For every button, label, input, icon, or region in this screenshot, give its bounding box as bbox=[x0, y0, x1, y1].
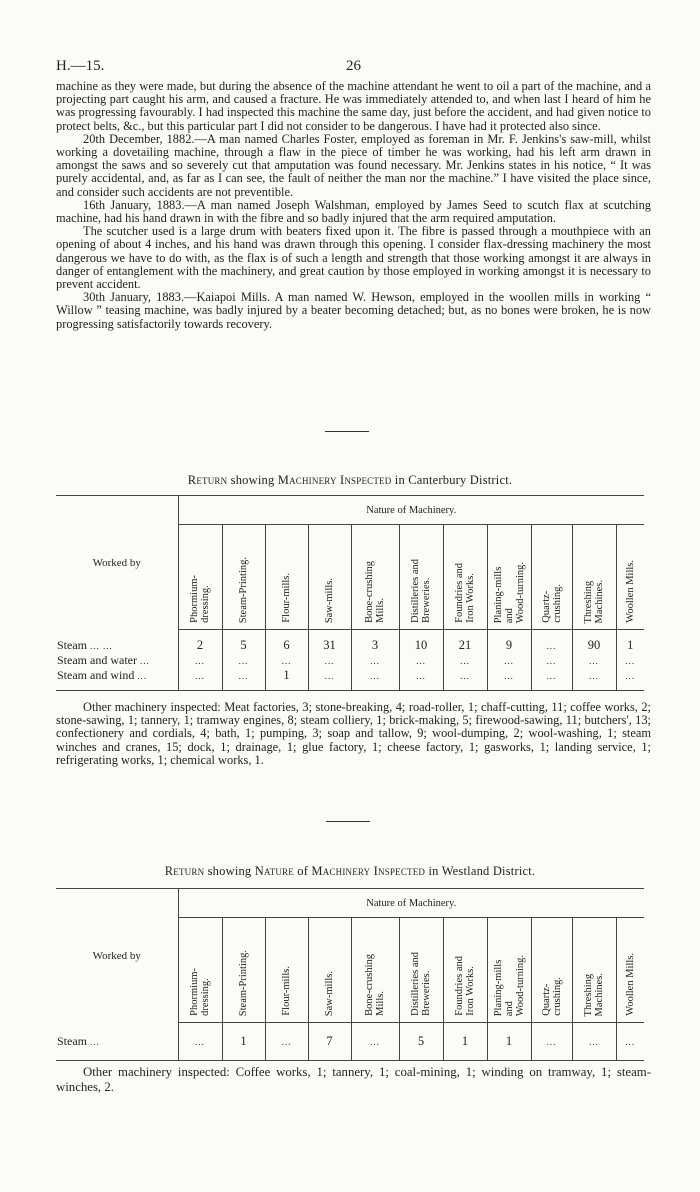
westland-other-machinery bbox=[56, 1065, 651, 1095]
page-number: 26 bbox=[346, 58, 361, 74]
title-word: Nature bbox=[254, 864, 294, 878]
paragraph: 20th December, 1882.—A man named Charles Foster, employed as foreman in Mr. F. Jenkins's saw-mill, whilst working a dovetailing machine, through a flaw in the piece of timber he was working, had his left arm drawn in amongst the saws and so severely cut that amputation was found necessary. Mr. Jenkins states in his notice, “ It was purely accidental, and, as far as I can see, the fault of neither the man nor the machine.” I have visited the place since, and consider such accidents are not preventible. bbox=[56, 131, 651, 199]
column-header: Threshing Machines. bbox=[583, 972, 605, 1016]
column-header: Planing-mills and Wood-turning. bbox=[492, 954, 526, 1016]
table-cell: ... bbox=[222, 653, 265, 668]
report-code: H.—15. bbox=[56, 58, 105, 74]
paragraph: 16th January, 1883.—A man named Joseph Walshman, employed by James Seed to scutch flax at scutching machine, had his hand drawn in with the fibre and so badly injured that the arm required amputation. bbox=[56, 197, 651, 226]
nature-header: Nature of Machinery. bbox=[178, 496, 644, 525]
leader-dots: ... bbox=[137, 671, 148, 682]
table-cell: ... bbox=[531, 668, 572, 690]
table-cell: 1 bbox=[487, 1023, 531, 1061]
table-row bbox=[56, 653, 644, 668]
column-header: Flour-mills. bbox=[281, 573, 292, 623]
leader-dots: ... bbox=[139, 656, 150, 666]
table-cell: 3 bbox=[351, 630, 399, 654]
table-cell: ... bbox=[308, 668, 351, 690]
column-header: Quartz- crushing. bbox=[540, 977, 563, 1016]
table-cell: ... bbox=[265, 1023, 308, 1061]
row-label: Steam and wind bbox=[57, 668, 135, 683]
table-cell: ... bbox=[195, 655, 205, 666]
column-header: Steam-Printing. bbox=[238, 556, 249, 623]
table-cell: ... bbox=[351, 653, 399, 668]
column-header: Woollen Mills. bbox=[624, 953, 636, 1016]
table-cell: ... bbox=[399, 668, 443, 690]
canterbury-table-title bbox=[0, 473, 700, 488]
table-cell: 1 bbox=[443, 1023, 487, 1061]
table-cell: ... bbox=[222, 668, 265, 690]
table-row bbox=[56, 630, 644, 654]
table-cell: 5 bbox=[222, 630, 265, 654]
table-cell: ... bbox=[178, 1023, 222, 1061]
table-cell: 7 bbox=[308, 1023, 351, 1061]
other-machinery-text: Other machinery inspected: Coffee works, 1; tannery, 1; coal-mining, 1; winding on tramway, 1; steam-winches, 2. bbox=[56, 1065, 651, 1094]
row-label: Steam and water bbox=[57, 653, 137, 667]
canterbury-other-machinery bbox=[56, 701, 651, 767]
column-header: Flour-mills. bbox=[281, 966, 292, 1016]
table-cell: ... bbox=[308, 653, 351, 668]
table-cell: ... bbox=[265, 653, 308, 668]
title-word: showing bbox=[204, 864, 255, 878]
table-row bbox=[56, 1023, 644, 1061]
table-cell: ... bbox=[531, 630, 572, 654]
section-divider bbox=[325, 431, 369, 432]
column-header: Saw-mills. bbox=[324, 577, 335, 623]
column-header: Phormium- dressing. bbox=[189, 575, 211, 623]
column-header: Foundries and Iron Works. bbox=[454, 956, 476, 1016]
westland-table-title bbox=[0, 864, 700, 879]
canterbury-machinery-table bbox=[56, 495, 644, 691]
table-cell: ... bbox=[572, 1023, 616, 1061]
table-cell: ... bbox=[531, 1023, 572, 1061]
table-cell: 1 bbox=[222, 1023, 265, 1061]
table-cell: 21 bbox=[443, 630, 487, 654]
worked-by-header: Worked by bbox=[56, 496, 178, 630]
table-cell: ... bbox=[616, 668, 644, 690]
title-word: Return bbox=[187, 473, 228, 487]
accident-report-text bbox=[56, 80, 651, 331]
table-cell: 6 bbox=[265, 630, 308, 654]
table-cell: ... bbox=[531, 653, 572, 668]
column-header: Saw-mills. bbox=[324, 970, 335, 1016]
table-cell: 10 bbox=[399, 630, 443, 654]
table-cell: ... bbox=[616, 653, 644, 668]
title-word: Return bbox=[164, 864, 205, 878]
table-cell: ... bbox=[443, 653, 487, 668]
column-header: Planing-mills and Wood-turning. bbox=[492, 561, 526, 623]
table-cell: 5 bbox=[399, 1023, 443, 1061]
table-cell: ... bbox=[351, 1023, 399, 1061]
table-cell: 9 bbox=[487, 630, 531, 654]
table-cell: 90 bbox=[572, 630, 616, 654]
leader-dots: ... bbox=[90, 1036, 100, 1047]
column-header: Phormium- dressing. bbox=[189, 968, 211, 1016]
column-header: Threshing Machines. bbox=[583, 579, 605, 623]
table-cell: ... bbox=[487, 668, 531, 690]
title-word: showing bbox=[227, 473, 278, 487]
table-row bbox=[56, 668, 644, 690]
other-machinery-text: Other machinery inspected: Meat factories, 3; stone-breaking, 4; road-roller, 1; chaff-cutting, 11; coffee works, 2; stone-sawing, 1; tannery, 1; tramway engines, 8; steam colliery, 1; brick-making, 5; firewood-sawing, 11; butchers', 13; confectionery and cordials, 4; bath, 1; pumping, 3; soap and tallow, 9; wool-dumping, 2; wool-washing, 1; steam winches and cranes, 15; dock, 1; drainage, 1; glue factory, 1; cheese factory, 1; gasworks, 1; landing service, 1; refrigerating works, 1; chemical works, 1. bbox=[56, 700, 651, 767]
paragraph: 30th January, 1883.—Kaiapoi Mills. A man named W. Hewson, employed in the woollen mills in working “ Willow ” teasing machine, was badly injured by a beater becoming detached; but, as no bones were broken, he is now progressing satisfactorily towards recovery. bbox=[56, 290, 651, 331]
row-label: Steam bbox=[57, 1033, 87, 1048]
table-cell: ... bbox=[178, 668, 222, 690]
table-cell: 1 bbox=[265, 668, 308, 690]
table-cell: ... bbox=[351, 668, 399, 690]
column-header: Distilleries and Breweries. bbox=[410, 559, 432, 623]
nature-header: Nature of Machinery. bbox=[178, 889, 644, 918]
column-header: Foundries and Iron Works. bbox=[454, 563, 476, 623]
table-cell: ... bbox=[572, 653, 616, 668]
column-header: Bone-crushing Mills. bbox=[364, 954, 386, 1016]
column-header: Steam-Printing. bbox=[238, 949, 249, 1016]
table-cell: ... bbox=[616, 1023, 644, 1061]
table-cell: ... bbox=[487, 653, 531, 668]
table-cell: 1 bbox=[616, 630, 644, 654]
table-cell: ... bbox=[399, 653, 443, 668]
paragraph: The scutcher used is a large drum with beaters fixed upon it. The fibre is passed through a mouthpiece with an opening of about 4 inches, and his hand was drawn through this opening. I consider flax-dressing machinery the most dangerous we have to do with, as the flax is of such a length and strength that those working amongst it are always in danger of entanglement with the machinery, and great caution by those employed in working amongst it is necessary to prevent accident. bbox=[56, 224, 651, 292]
title-word: Machinery Inspected bbox=[311, 864, 426, 878]
title-word: of bbox=[293, 864, 312, 878]
column-header: Distilleries and Breweries. bbox=[410, 952, 432, 1016]
paragraph: machine as they were made, but during the absence of the machine attendant he went to oil a part of the machine, and a projecting part caught his arm, and caused a fracture. He was immediately attended to, and when last I heard of him he was progressing favourably. I had inspected this machine the same day, just before the accident, and had given notice to protect belts, &c., but this particular part I did not consider to be dangerous. I have had it protected also since. bbox=[56, 79, 651, 133]
row-label: Steam bbox=[57, 637, 87, 652]
table-cell: 2 bbox=[196, 638, 204, 652]
table-cell: ... bbox=[443, 668, 487, 690]
table-cell: 31 bbox=[308, 630, 351, 654]
westland-machinery-table bbox=[56, 888, 644, 1061]
title-word: Machinery Inspected bbox=[277, 473, 392, 487]
leader-dots: ... ... bbox=[90, 640, 113, 651]
column-header: Bone-crushing Mills. bbox=[364, 561, 386, 623]
column-header: Quartz- crushing. bbox=[540, 584, 563, 623]
section-divider bbox=[326, 821, 370, 822]
worked-by-header: Worked by bbox=[56, 889, 178, 1023]
column-header: Woollen Mills. bbox=[624, 560, 636, 623]
table-cell: ... bbox=[572, 668, 616, 690]
title-word: in Westland District. bbox=[425, 864, 536, 878]
page-header bbox=[56, 58, 644, 78]
title-word: in Canterbury District. bbox=[391, 473, 513, 487]
